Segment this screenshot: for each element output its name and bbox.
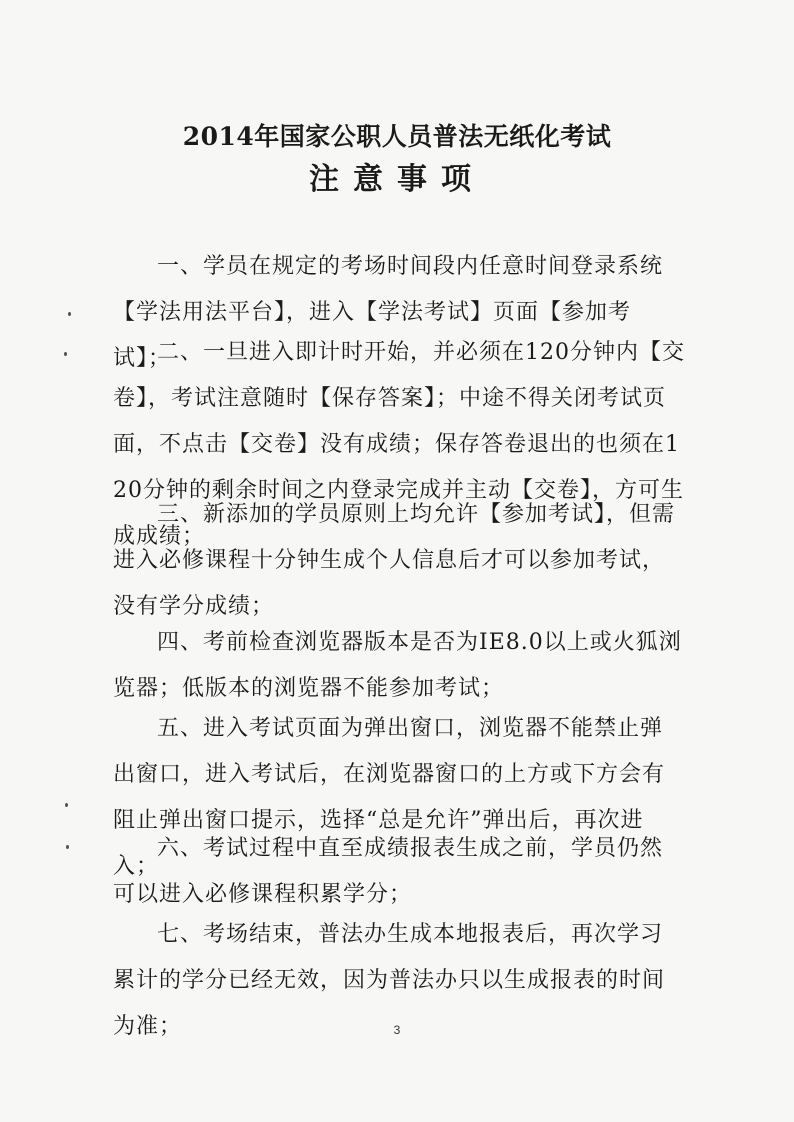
paragraph-7: 七、考场结束，普法办生成本地报表后，再次学习累计的学分已经无效，因为普法办只以生成报表的时间为准； — [113, 922, 666, 1039]
scan-speck — [64, 352, 67, 356]
scan-speck — [68, 312, 71, 316]
paragraph-3: 三、新添加的学员原则上均允许【参加考试】，但需进入必修课程十分钟生成个人信息后才可以参加考试，没有学分成绩； — [113, 502, 676, 619]
scan-speck — [65, 803, 68, 807]
paragraph-5: 五、进入考试页面为弹出窗口，浏览器不能禁止弹出窗口，进入考试后，在浏览器窗口的上方或下方会有阻止弹出窗口提示，选择“总是允许”弹出后，再次进入； — [113, 716, 666, 879]
paragraph-6: 六、考试过程中直至成绩报表生成之前，学员仍然可以进入必修课程积累学分； — [113, 836, 664, 907]
scan-speck — [66, 845, 69, 849]
paragraph-2: 二、一旦进入即计时开始，并必须在120分钟内【交卷】，考试注意随时【保存答案】；中途不得关闭考试页面，不点击【交卷】没有成绩；保存答卷退出的也须在120分钟的剩余时间之内登录完成并主动【交卷】，方可生成成绩； — [113, 340, 685, 549]
paragraph-4: 四、考前检查浏览器版本是否为IE8.0以上或火狐浏览器；低版本的浏览器不能参加考试； — [113, 630, 682, 701]
paragraph-1: 一、学员在规定的考场时间段内任意时间登录系统【学法用法平台】，进入【学法考试】页面【参加考试】； — [113, 254, 664, 371]
document-title: 2014年国家公职人员普法无纸化考试 — [182, 122, 612, 151]
page-number: 3 — [393, 1023, 401, 1037]
document-subtitle: 注意事项 — [309, 162, 485, 197]
